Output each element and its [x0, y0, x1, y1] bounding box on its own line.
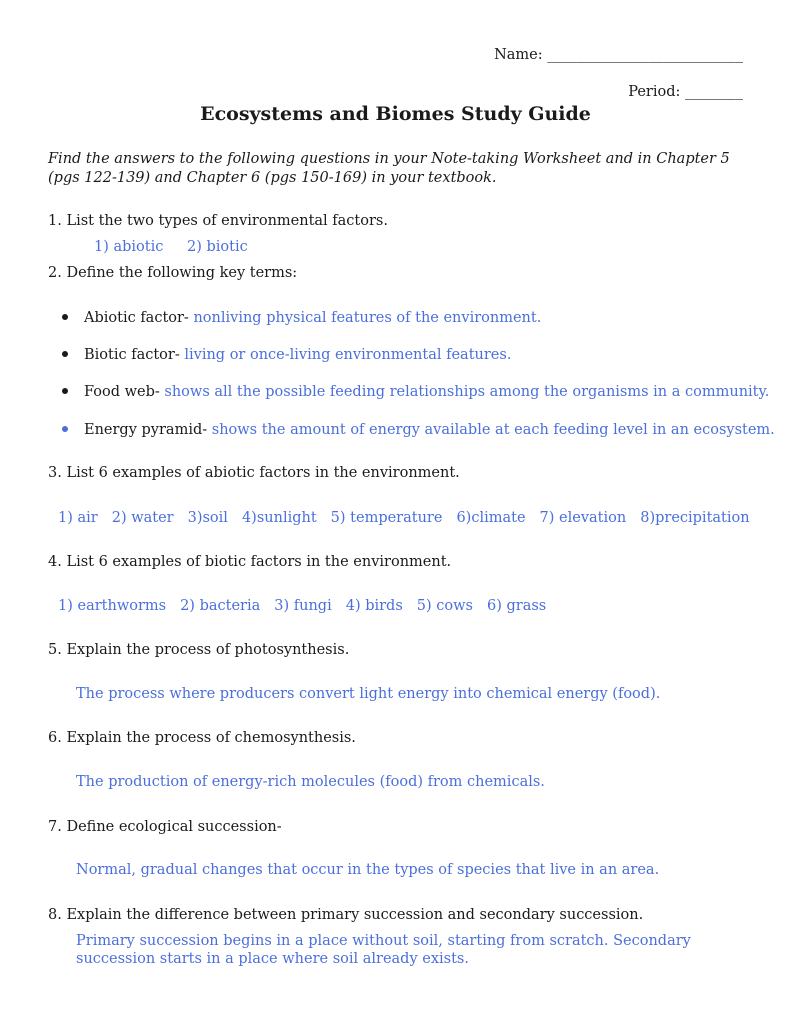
question-7-prompt: 7. Define ecological succession-	[48, 819, 282, 835]
bullet-icon	[62, 351, 68, 357]
question-3-prompt: 3. List 6 examples of abiotic factors in the environment.	[48, 465, 460, 481]
intro-instructions: Find the answers to the following questions in your Note-taking Worksheet and in Chapter 5 (pgs 122-139) and Chapter 6 (pgs 150-169) in your textbook.	[48, 151, 730, 186]
question-1-prompt: 1. List the two types of environmental factors.	[48, 213, 388, 229]
list-item: 4)sunlight	[241, 510, 317, 526]
term-label: Biotic factor-	[84, 347, 185, 363]
question-5-prompt: 5. Explain the process of photosynthesis.	[48, 642, 350, 658]
list-item: 1) earthworms	[58, 598, 167, 614]
list-item: 4) birds	[345, 598, 403, 614]
list-item: 2) bacteria	[180, 598, 261, 614]
list-item: 6)climate	[456, 510, 526, 526]
bullet-icon	[62, 426, 68, 432]
question-8-prompt: 8. Explain the difference between primary succession and secondary succession.	[48, 907, 644, 923]
name-field	[494, 47, 743, 63]
bullet-icon	[62, 388, 68, 394]
name-label: Name:	[494, 47, 548, 63]
period-label: Period:	[628, 84, 685, 100]
term-label: Food web-	[84, 384, 165, 400]
period-blank: ________	[685, 84, 743, 100]
question-5-answer: The process where producers convert light energy into chemical energy (food).	[76, 686, 661, 702]
bullet-icon	[62, 314, 68, 320]
question-4-answers	[58, 598, 560, 614]
question-1-answer-1: 1) abiotic	[94, 239, 164, 255]
question-8-answer: Primary succession begins in a place without soil, starting from scratch. Secondary succession starts in a place where soil already exists.	[76, 933, 691, 967]
term-label: Energy pyramid-	[84, 422, 212, 438]
list-item: 3)soil	[187, 510, 228, 526]
term-definition: living or once-living environmental features.	[184, 347, 512, 363]
term-item	[62, 422, 775, 438]
list-item: 6) grass	[487, 598, 547, 614]
term-definition: shows the amount of energy available at each feeding level in an ecosystem.	[211, 422, 775, 438]
list-item: 5) temperature	[330, 510, 443, 526]
list-item: 3) fungi	[274, 598, 332, 614]
list-item: 1) air	[58, 510, 98, 526]
page-title: Ecosystems and Biomes Study Guide	[200, 103, 591, 125]
question-4-prompt: 4. List 6 examples of biotic factors in the environment.	[48, 554, 452, 570]
period-field	[628, 84, 743, 100]
term-item	[62, 310, 541, 326]
list-item: 7) elevation	[539, 510, 627, 526]
name-blank: ___________________________	[547, 47, 743, 63]
question-1-answer-2: 2) biotic	[187, 239, 248, 255]
question-2-prompt: 2. Define the following key terms:	[48, 265, 298, 281]
term-item	[62, 347, 511, 363]
term-definition: nonliving physical features of the environment.	[193, 310, 542, 326]
term-definition: shows all the possible feeding relationships among the organisms in a community.	[164, 384, 770, 400]
list-item: 8)precipitation	[640, 510, 750, 526]
question-6-answer: The production of energy-rich molecules (food) from chemicals.	[76, 774, 545, 790]
term-label: Abiotic factor-	[84, 310, 194, 326]
list-item: 5) cows	[416, 598, 473, 614]
question-6-prompt: 6. Explain the process of chemosynthesis.	[48, 730, 356, 746]
list-item: 2) water	[111, 510, 174, 526]
question-3-answers	[58, 510, 764, 526]
question-7-answer: Normal, gradual changes that occur in the types of species that live in an area.	[76, 862, 660, 878]
term-item	[62, 384, 769, 400]
